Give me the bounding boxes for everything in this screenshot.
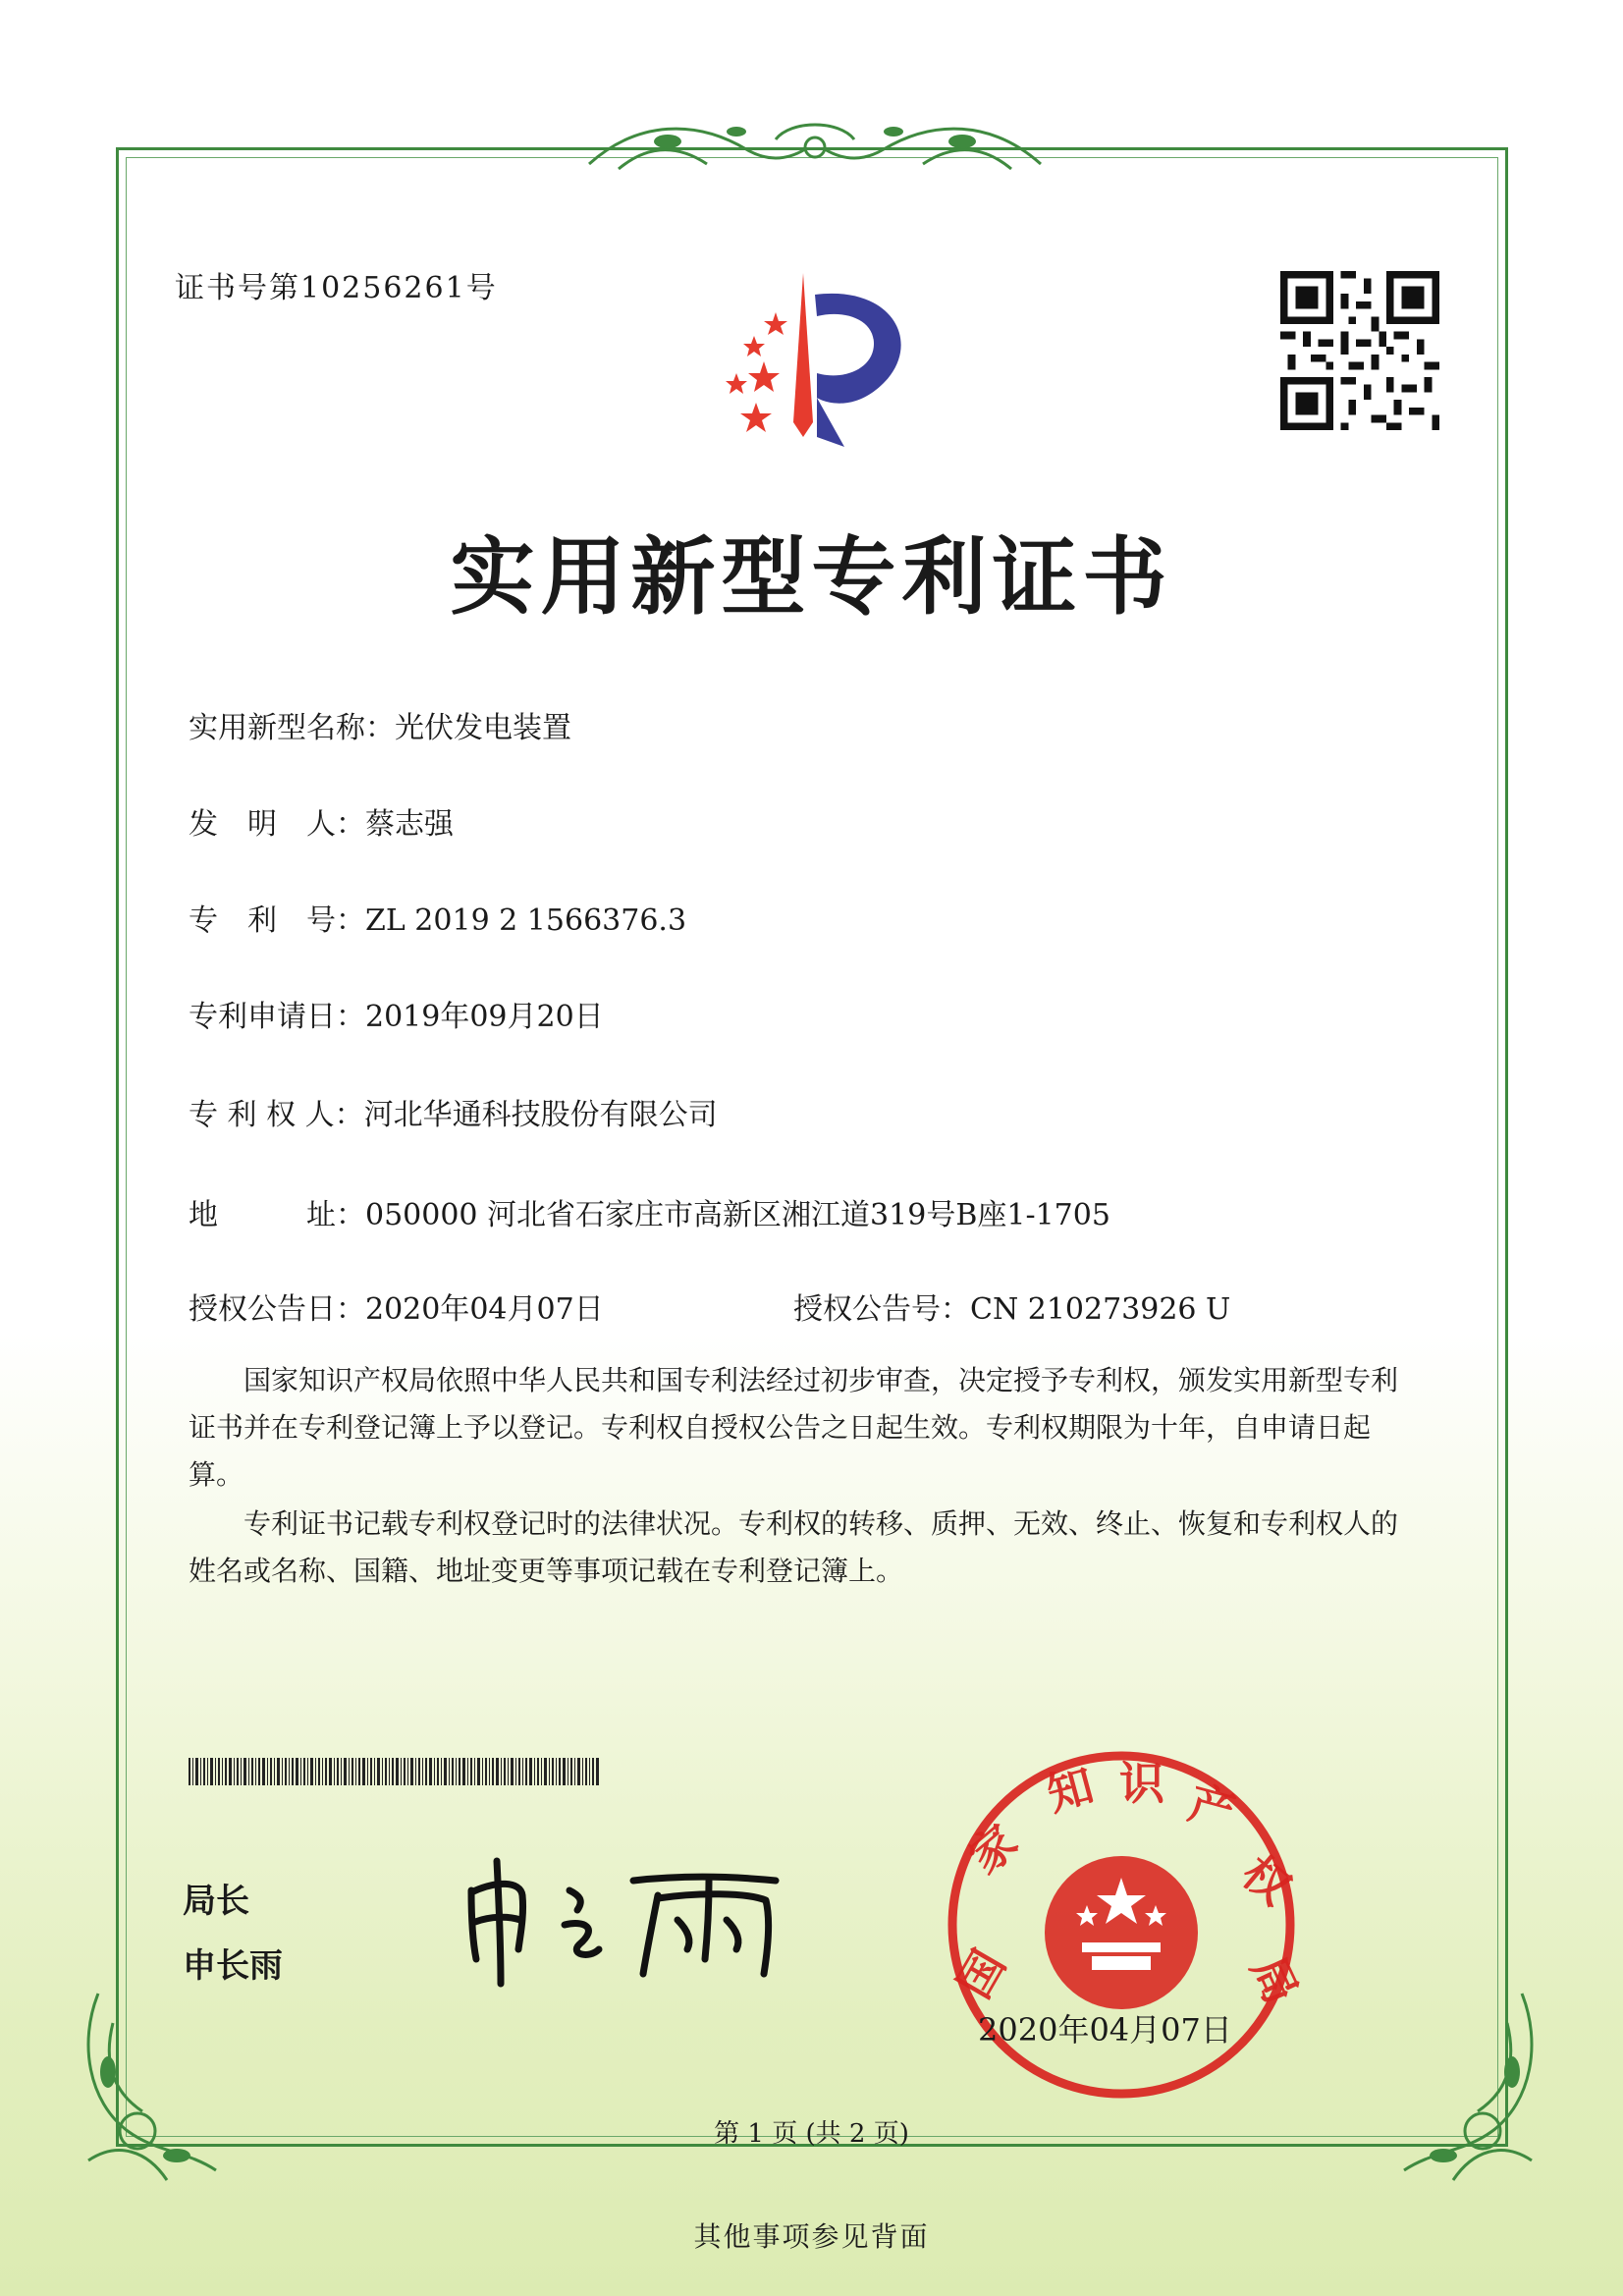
patentee-value: 河北华通科技股份有限公司 xyxy=(363,1098,718,1132)
cnipa-emblem-logo xyxy=(687,265,933,462)
address-row xyxy=(189,1190,1110,1233)
director-title: 局长 xyxy=(183,1882,249,1921)
top-ornament xyxy=(579,110,1051,198)
grant-number-label: 授权公告号： xyxy=(793,1292,970,1327)
bottom-left-ornament xyxy=(69,1984,236,2190)
patent-number-row xyxy=(189,896,686,939)
address-value: 050000 河北省石家庄市高新区湘江道319号B座1-1705 xyxy=(365,1198,1110,1232)
svg-text:识: 识 xyxy=(1119,1757,1164,1810)
page-number: 第 1 页 (共 2 页) xyxy=(714,2119,909,2149)
grant-date-row xyxy=(189,1285,604,1328)
utility-model-name-row xyxy=(189,703,571,746)
grant-date-label: 授权公告日： xyxy=(189,1292,365,1327)
grant-date-value: 2020年04月07日 xyxy=(365,1292,604,1327)
inventor-row xyxy=(189,799,454,843)
svg-text:家: 家 xyxy=(958,1814,1028,1885)
utility-model-name-value: 光伏发电装置 xyxy=(395,711,571,745)
patent-number-label: 专 利 号： xyxy=(189,903,365,938)
svg-text:局: 局 xyxy=(1241,1947,1309,2012)
qr-code xyxy=(1280,271,1439,430)
patentee-label: 专 利 权 人： xyxy=(189,1098,364,1132)
certificate-title: 实用新型专利证书 xyxy=(450,527,1173,627)
address-label: 地 址： xyxy=(189,1198,365,1232)
grant-number-value: CN 210273926 U xyxy=(970,1292,1231,1327)
inventor-value: 蔡志强 xyxy=(365,807,454,842)
back-note: 其他事项参见背面 xyxy=(693,2220,930,2253)
grant-statement-paragraph: 国家知识产权局依照中华人民共和国专利法经过初步审查，决定授予专利权，颁发实用新型专利证书并在专利登记簿上予以登记。专利权自授权公告之日起生效。专利权期限为十年，自申请日起算。 xyxy=(189,1364,1399,1491)
director-signature xyxy=(452,1851,805,1989)
svg-text:产: 产 xyxy=(1183,1776,1241,1839)
svg-text:权: 权 xyxy=(1231,1845,1301,1915)
bottom-right-ornament xyxy=(1384,1984,1551,2190)
filing-date-row xyxy=(189,992,604,1035)
seal-date: 2020年04月07日 xyxy=(978,2011,1232,2049)
patentee-row xyxy=(189,1090,718,1133)
legal-status-paragraph: 专利证书记载专利权登记时的法律状况。专利权的转移、质押、无效、终止、恢复和专利权人的姓名或名称、国籍、地址变更等事项记载在专利登记簿上。 xyxy=(189,1507,1399,1587)
utility-model-name-label: 实用新型名称： xyxy=(189,711,395,745)
barcode xyxy=(189,1758,601,1785)
svg-text:知: 知 xyxy=(1041,1758,1100,1822)
filing-date-label: 专利申请日： xyxy=(189,1000,365,1034)
patent-number-value: ZL 2019 2 1566376.3 xyxy=(365,903,687,938)
certificate-number: 证书号第10256261号 xyxy=(175,271,498,305)
grant-number-row xyxy=(793,1285,1230,1328)
director-name: 申长雨 xyxy=(183,1946,283,1986)
filing-date-value: 2019年09月20日 xyxy=(365,1000,604,1034)
svg-text:国: 国 xyxy=(947,1941,1016,2007)
inventor-label: 发 明 人： xyxy=(189,807,365,842)
